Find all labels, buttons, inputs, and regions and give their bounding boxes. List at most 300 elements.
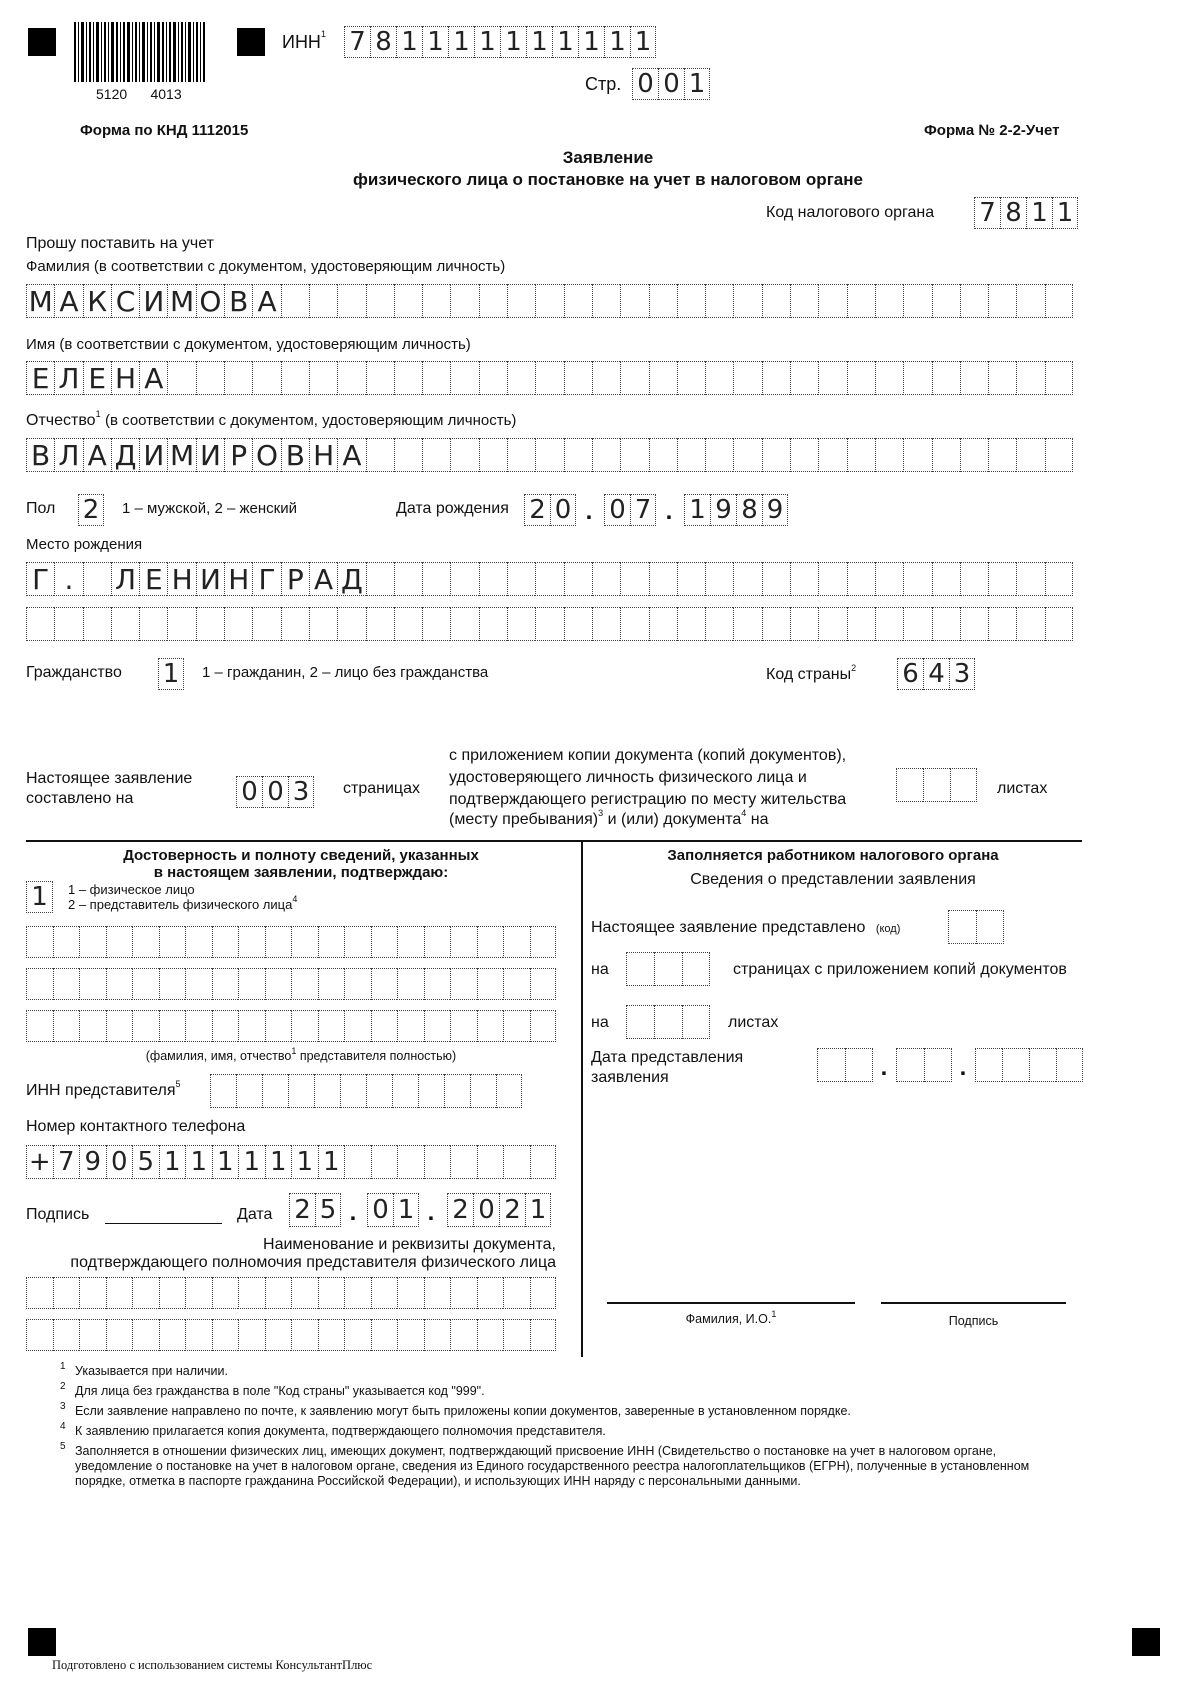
char-cell [1016,607,1044,641]
char-cell: М [26,284,54,318]
char-cell: 0 [604,494,630,526]
char-cell [847,562,875,596]
rep-inn-cells[interactable] [210,1074,522,1108]
char-cell [875,438,903,472]
char-cell: А [337,438,365,472]
char-cell [818,284,846,318]
char-cell [424,968,451,1000]
char-cell [53,968,80,1000]
char-cell [291,926,318,958]
signature-label: Подпись [26,1206,90,1223]
char-cell: 1 [158,658,184,690]
date-dot-2: . [427,1199,435,1226]
char-cell [592,607,620,641]
sex-hint: 1 – мужской, 2 – женский [122,500,297,517]
dob-year-cells[interactable] [684,494,788,526]
char-cell: Л [111,562,139,596]
footnote-number-5: 5 [60,1441,66,1452]
char-cell: 1 [238,1145,265,1179]
column-divider [581,841,583,1357]
char-cell [397,968,424,1000]
char-cell [477,1145,504,1179]
char-cell [450,968,477,1000]
char-cell [960,562,988,596]
char-cell: 8 [1000,197,1026,229]
char-cell: 2 [447,1193,473,1227]
char-cell: 1 [1026,197,1052,229]
char-cell: 7 [630,494,656,526]
char-cell: 0 [632,68,658,100]
char-cell [337,361,365,395]
char-cell [53,1319,80,1351]
char-cell [366,284,394,318]
char-cell: О [196,284,224,318]
right-header: Заполняется работником налогового органа [667,847,999,864]
char-cell [185,1319,212,1351]
char-cell [875,361,903,395]
char-cell [366,1074,392,1108]
char-cell [932,562,960,596]
char-cell [238,1319,265,1351]
char-cell [682,1005,710,1039]
char-cell [83,607,111,641]
char-cell [818,562,846,596]
footnote-4: К заявлению прилагается копия документа, подтверждающего полномочия представителя. [75,1424,606,1438]
doc-cells-1[interactable] [26,1277,556,1309]
footnote-number-1: 1 [60,1361,66,1372]
char-cell: 2 [289,1193,315,1227]
char-cell: 9 [762,494,788,526]
footnote-5-line-1: Заполняется в отношении физических лиц, имеющих документ, подтверждающий присвоение ИНН (Свидетельство о постановке на учет в налоговом органе, [75,1444,997,1458]
char-cell [649,562,677,596]
char-cell [705,607,733,641]
page-cells[interactable] [632,68,710,100]
char-cell [626,1005,654,1039]
char-cell [932,361,960,395]
char-cell [507,284,535,318]
char-cell [1002,1048,1029,1082]
char-cell [976,910,1004,944]
char-cell [762,284,790,318]
char-cell [818,438,846,472]
char-cell [265,1277,292,1309]
char-cell [212,1319,239,1351]
inn-cells[interactable] [344,26,656,58]
surname-cells[interactable] [26,284,1073,318]
char-cell [132,1277,159,1309]
char-cell [212,1010,239,1042]
char-cell: 2 [78,494,104,526]
char-cell [988,562,1016,596]
char-cell [337,607,365,641]
right-sheets-cells[interactable] [626,1005,710,1039]
char-cell [26,1277,53,1309]
char-cell: 0 [262,776,288,808]
char-cell [83,562,111,596]
char-cell [366,438,394,472]
char-cell [479,438,507,472]
char-cell [677,562,705,596]
char-cell [932,607,960,641]
char-cell [479,562,507,596]
char-cell [424,1277,451,1309]
char-cell [503,926,530,958]
char-cell: Н [167,562,195,596]
char-cell [422,607,450,641]
date-month-cells[interactable] [367,1193,419,1227]
char-cell: 7 [344,26,370,58]
char-cell [564,284,592,318]
char-cell: 2 [499,1193,525,1227]
char-cell: А [83,438,111,472]
form-knd: Форма по КНД 1112015 [80,122,249,139]
char-cell [159,1319,186,1351]
footnote-5-line-2: уведомление о постановке на учет в налоговом органе, сведения из Единого государственного реестра налогоплательщиков (ЕГРН), полученные в установленном [75,1459,1030,1473]
char-cell [733,438,761,472]
char-cell [212,926,239,958]
char-cell: 3 [949,658,975,690]
attach-line-2: удостоверяющего личность физического лица и [449,769,807,786]
char-cell [988,438,1016,472]
char-cell: 0 [658,68,684,100]
char-cell [392,1074,418,1108]
char-cell [654,952,682,986]
who-cell[interactable] [26,881,53,913]
char-cell [477,1319,504,1351]
char-cell [535,284,563,318]
char-cell [371,968,398,1000]
citizenship-hint: 1 – гражданин, 2 – лицо без гражданства [202,664,489,681]
date-day-cells[interactable] [289,1193,341,1227]
char-cell: М [167,284,195,318]
country-label: Код страны$^2$ [766,663,857,683]
surname-label: Фамилия (в соответствии с документом, удостоверяющим личность) [26,258,506,275]
char-cell [592,361,620,395]
char-cell: Л [54,438,82,472]
char-cell [875,607,903,641]
birthplace-cells-2[interactable] [26,607,1073,641]
char-cell [252,607,280,641]
char-cell [845,1048,873,1082]
char-cell [847,438,875,472]
char-cell: Н [224,562,252,596]
char-cell [705,361,733,395]
composed-pages-cells[interactable] [236,776,314,808]
char-cell [288,1074,314,1108]
char-cell [366,361,394,395]
char-cell [394,284,422,318]
barcode-number: 5120 4013 [96,86,182,102]
char-cell [1029,1048,1056,1082]
citizenship-cell[interactable] [158,658,184,690]
char-cell: 0 [106,1145,133,1179]
char-cell [106,1319,133,1351]
dob-month-cells[interactable] [604,494,656,526]
attach-line-3: подтверждающего регистрацию по месту жительства [449,791,847,808]
char-cell [790,438,818,472]
char-cell [106,1277,133,1309]
char-cell [903,562,931,596]
char-cell [111,607,139,641]
rep-name-cells-1[interactable] [26,926,556,958]
form-number: Форма № 2-2-Учет [924,122,1060,139]
char-cell: 1 [604,26,630,58]
composed-sheets-cells[interactable] [896,768,977,802]
country-code-cells[interactable] [897,658,975,690]
char-cell: Д [111,438,139,472]
char-cell: Л [54,361,82,395]
footnote-2: Для лица без гражданства в поле "Код страны" указывается код "999". [75,1384,485,1398]
char-cell [132,926,159,958]
char-cell: 0 [367,1193,393,1227]
char-cell [159,1277,186,1309]
char-cell [53,926,80,958]
char-cell [450,607,478,641]
char-cell [620,438,648,472]
char-cell [530,968,557,1000]
char-cell [265,926,292,958]
name-cells[interactable] [26,361,1073,395]
char-cell: Р [224,438,252,472]
footer-text: Подготовлено с использованием системы КонсультантПлюс [52,1658,373,1672]
char-cell: 1 [684,68,710,100]
char-cell [106,1010,133,1042]
char-cell: 1 [159,1145,186,1179]
doc-label-1: Наименование и реквизиты документа, [263,1236,556,1253]
char-cell [1016,438,1044,472]
section-divider [26,840,1082,842]
char-cell [397,926,424,958]
char-cell [677,284,705,318]
char-cell [790,562,818,596]
char-cell: 1 [318,1145,345,1179]
right-subheader: Сведения о представлении заявления [690,871,976,888]
char-cell: 1 [448,26,474,58]
char-cell: В [26,438,54,472]
char-cell [762,361,790,395]
char-cell [1016,284,1044,318]
char-cell [960,607,988,641]
char-cell: 1 [525,1193,551,1227]
signature-line [105,1223,222,1224]
char-cell [592,438,620,472]
char-cell [265,1319,292,1351]
char-cell [564,607,592,641]
char-cell [477,1010,504,1042]
char-cell [210,1074,236,1108]
char-cell [875,562,903,596]
char-cell [371,926,398,958]
doc-cells-2[interactable] [26,1319,556,1351]
char-cell [535,438,563,472]
char-cell: 1 [185,1145,212,1179]
char-cell [1016,562,1044,596]
date-label: Дата [237,1206,273,1223]
char-cell [344,1145,371,1179]
inn-label: ИНН$^1$ [282,29,326,52]
char-cell [167,361,195,395]
submission-date-label-1: Дата представления [591,1049,744,1066]
submission-month-cells[interactable] [896,1048,952,1082]
char-cell: Г [26,562,54,596]
tax-code-cells[interactable] [974,197,1078,229]
char-cell [291,1010,318,1042]
left-header-2: в настоящем заявлении, подтверждаю: [153,864,449,881]
char-cell [479,361,507,395]
char-cell [397,1010,424,1042]
char-cell [54,607,82,641]
birthplace-cells-1[interactable] [26,562,1073,596]
char-cell [196,361,224,395]
char-cell [418,1074,444,1108]
rep-caption: (фамилия, имя, отчество$^1$ представителя полностью) [145,1046,457,1063]
char-cell [1016,361,1044,395]
char-cell: 1 [578,26,604,58]
char-cell [450,1145,477,1179]
char-cell [139,607,167,641]
corner-marker-bottom-right [1132,1628,1160,1656]
char-cell: О [252,438,280,472]
char-cell [424,926,451,958]
char-cell: 1 [212,1145,239,1179]
char-cell: К [83,284,111,318]
right-pages-cells[interactable] [626,952,710,986]
attach-line-1: с приложением копии документа (копий документов), [449,747,847,764]
char-cell [649,284,677,318]
char-cell: + [26,1145,53,1179]
char-cell [620,607,648,641]
char-cell: 5 [315,1193,341,1227]
submission-date-label-2: заявления [591,1069,669,1086]
composed-pages-word: страницах [343,780,420,797]
char-cell [1045,438,1073,472]
char-cell [950,768,977,802]
char-cell [444,1074,470,1108]
date-year-cells[interactable] [447,1193,551,1227]
char-cell: 8 [736,494,762,526]
char-cell [450,1277,477,1309]
char-cell [422,361,450,395]
char-cell [847,607,875,641]
char-cell [309,607,337,641]
char-cell [318,1277,345,1309]
char-cell [238,926,265,958]
char-cell [397,1145,424,1179]
char-cell [371,1145,398,1179]
char-cell [79,926,106,958]
birthplace-label: Место рождения [26,536,143,553]
char-cell [733,361,761,395]
char-cell [424,1010,451,1042]
dob-dot-2: . [665,498,673,525]
char-cell [620,361,648,395]
char-cell [291,968,318,1000]
char-cell: А [252,284,280,318]
doc-label-2: подтверждающего полномочия представителя физического лица [70,1254,556,1271]
page-subtitle: физического лица о постановке на учет в налоговом органе [353,170,863,189]
submission-year-cells[interactable] [975,1048,1083,1082]
submitted-code-cells[interactable] [948,910,1004,944]
char-cell [238,1277,265,1309]
char-cell [903,284,931,318]
char-cell: 1 [26,881,53,913]
char-cell [960,284,988,318]
fio-caption: Фамилия, И.О.$^1$ [685,1309,777,1326]
phone-cells[interactable] [26,1145,556,1179]
char-cell [817,1048,845,1082]
char-cell [470,1074,496,1108]
char-cell: 4 [923,658,949,690]
char-cell [682,952,710,986]
char-cell: Е [83,361,111,395]
char-cell [167,607,195,641]
char-cell: 9 [710,494,736,526]
char-cell [53,1010,80,1042]
char-cell [530,1277,557,1309]
char-cell [106,926,133,958]
char-cell [932,438,960,472]
char-cell [875,284,903,318]
char-cell [705,438,733,472]
sign-line [881,1302,1066,1304]
rep-name-cells-3[interactable] [26,1010,556,1042]
char-cell [344,1277,371,1309]
char-cell: И [139,438,167,472]
composed-label-1: Настоящее заявление [26,770,193,787]
char-cell [318,926,345,958]
char-cell [450,361,478,395]
rep-name-cells-2[interactable] [26,968,556,1000]
char-cell [477,926,504,958]
char-cell [530,1010,557,1042]
char-cell [818,361,846,395]
char-cell [790,361,818,395]
composed-sheets-word: листах [997,780,1048,797]
char-cell [677,607,705,641]
char-cell [281,361,309,395]
char-cell [79,1277,106,1309]
sex-cell[interactable] [78,494,104,526]
footnote-number-4: 4 [60,1421,66,1432]
submission-day-cells[interactable] [817,1048,873,1082]
char-cell [450,1010,477,1042]
char-cell [281,607,309,641]
char-cell: А [139,361,167,395]
char-cell: Н [309,438,337,472]
char-cell [318,1010,345,1042]
char-cell [422,284,450,318]
char-cell: В [224,284,252,318]
char-cell [503,1145,530,1179]
char-cell [649,607,677,641]
char-cell [450,926,477,958]
char-cell: И [139,284,167,318]
char-cell: Р [281,562,309,596]
char-cell: В [281,438,309,472]
char-cell [948,910,976,944]
patronymic-cells[interactable] [26,438,1073,472]
dob-day-cells[interactable] [524,494,576,526]
char-cell [314,1074,340,1108]
char-cell: 6 [897,658,923,690]
char-cell: 1 [396,26,422,58]
char-cell [450,438,478,472]
char-cell: 0 [550,494,576,526]
char-cell [1045,607,1073,641]
char-cell [988,361,1016,395]
char-cell [318,968,345,1000]
char-cell [132,968,159,1000]
